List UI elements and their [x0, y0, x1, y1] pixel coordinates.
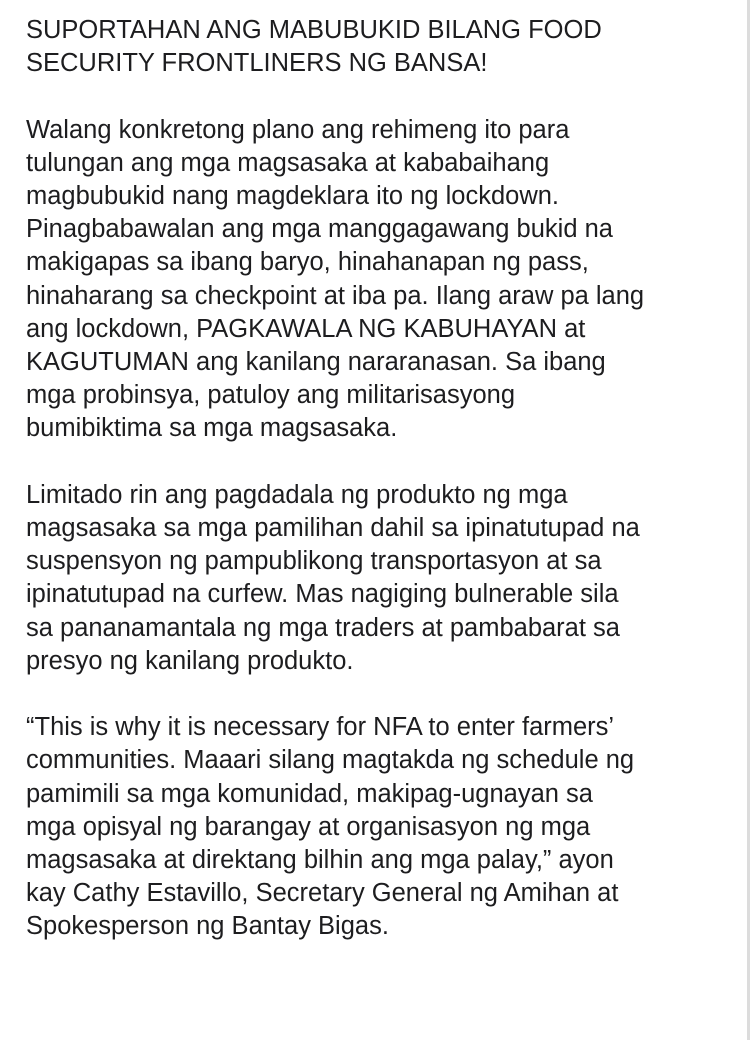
post-title: SUPORTAHAN ANG MABUBUKID BILANG FOOD SECURITY FRONTLINERS NG BANSA! — [26, 16, 602, 78]
paragraph-quote: “This is why it is necessary for NFA to enter farmers’ communities. Maaari silang magtakda ng schedule ng pamimili sa mga komunidad, makipag-ugnayan sa mga opisyal ng barangay at organisasyon ng mga magsasaka at direktang bilhin ang mga palay,” ayon kay Cathy Estavillo, Secretary General ng Amihan at Spokesperson ng Bantay Bigas. — [26, 713, 635, 941]
paragraph-market-access: Limitado rin ang pagdadala ng produkto ng mga magsasaka sa mga pamilihan dahil sa ipinatutupad na suspensyon ng pampublikong transportasyon at sa ipinatutupad na curfew. Mas nagiging bulnerable sila sa pananamantala ng mga traders at pambabarat sa presyo ng kanilang produkto. — [26, 480, 640, 675]
paragraph-lockdown-impact: Walang konkretong plano ang rehimeng ito para tulungan ang mga magsasaka at kababaihang magbubukid nang magdeklara ito ng lockdown. Pinagbabawalan ang mga manggagawang bukid na makigapas sa ibang baryo, hinahanapan ng pass, hinaharang sa checkpoint at iba pa. Ilang araw pa lang ang lockdown, PAGKAWALA NG KABUHAYAN at KAGUTUMAN ang kanilang nararanasan. Sa ibang mga probinsya, patuloy ang militarisasyong bumibiktima sa mga magsasaka. — [26, 115, 645, 443]
paragraph-spacer — [26, 678, 740, 711]
paragraph-spacer — [26, 80, 740, 113]
paragraph-spacer — [26, 446, 740, 479]
